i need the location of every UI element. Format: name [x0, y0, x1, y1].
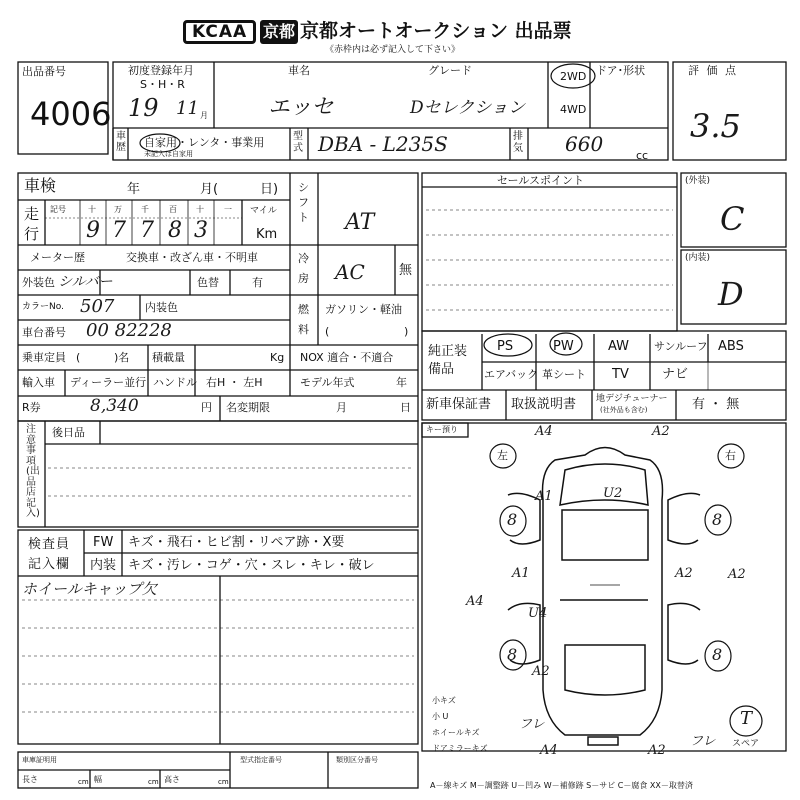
expiry-day: 日 [400, 401, 411, 414]
damage-mark: 8 [712, 510, 723, 529]
drive-4wd: 4WD [560, 103, 587, 116]
damage-mark: A1 [535, 489, 553, 504]
color-change-label: 色替 [197, 276, 219, 289]
width-cm: cm [148, 778, 159, 786]
left-side-label: 左 [497, 449, 508, 462]
length-cm: cm [78, 778, 89, 786]
inspector-label: 検査員記入欄 [28, 537, 71, 572]
lot-label: 出品番号 [22, 65, 66, 78]
inspector-note: ホイールキャップ欠 [22, 580, 157, 598]
fw-label: FW [93, 535, 114, 550]
fw-options: キズ・飛石・ヒビ割・リペア跡・X要 [128, 535, 345, 550]
back-item-label: 後日品 [52, 426, 85, 439]
interior-grade-value: D [718, 275, 744, 313]
fuel-label: 燃料 [298, 303, 309, 336]
damage-mark: A4 [540, 743, 558, 758]
capacity-label: 乗車定員 [22, 351, 66, 364]
mile-label: マイル [250, 206, 277, 216]
chassis-value: 00 82228 [86, 320, 172, 341]
car-name-label: 車名 [288, 64, 310, 77]
damage-mark: U2 [603, 486, 623, 501]
drive-2wd: 2WD [560, 70, 587, 83]
capacity-unit: )名 [114, 351, 130, 364]
mileage-digit: 3 [194, 218, 208, 243]
expiry-month: 月 [336, 401, 347, 414]
expiry-label: 名変期限 [226, 401, 270, 414]
damage-mark: A4 [466, 594, 484, 609]
kigo-label: 記号 [50, 205, 66, 214]
length-label: 長さ [22, 775, 38, 784]
history-label: 車歴 [116, 131, 126, 153]
legend-mirror-scratch: ドアミラーキズ [432, 744, 488, 753]
color-change-value: 有 [252, 276, 263, 289]
shaken-label: 車検 [24, 176, 57, 195]
damage-mark: A2 [675, 566, 693, 581]
legend-small-u: 小 U [432, 712, 449, 721]
digit-label-4: 十 [196, 205, 204, 214]
capacity-paren: ( [76, 351, 81, 364]
handle-label: ハンドル [153, 376, 197, 389]
shift-value: AT [345, 210, 375, 235]
digit-label-1: 万 [114, 205, 122, 214]
garage-cert-label: 車庫証明用 [22, 756, 57, 764]
displacement-value: 660 [565, 132, 604, 156]
mileage-digit: 9 [86, 218, 100, 243]
height-label: 高さ [164, 775, 180, 784]
damage-mark: 8 [712, 645, 723, 664]
legend-small-scratch: 小キズ [432, 696, 456, 705]
damage-mark: 8 [507, 645, 518, 664]
color-no-label: カラーNo. [22, 302, 64, 312]
recycle-label: R券 [22, 401, 41, 414]
mileage-digit: 7 [140, 218, 154, 243]
load-label: 積載量 [152, 351, 185, 364]
score-label: 評 価 点 [688, 64, 738, 77]
first-registration-label: 初度登録年月 [128, 64, 194, 77]
car-name-value: エッセ [268, 95, 334, 120]
right-side-label: 右 [725, 449, 736, 462]
equip-pw: PW [553, 339, 574, 354]
cc-unit: cc [636, 149, 649, 162]
digital-tuner-label: 地デジチューナー [596, 394, 668, 404]
model-year-unit: 年 [396, 376, 407, 389]
damage-mark: A2 [652, 424, 670, 439]
aircon-label: 冷房 [298, 252, 309, 285]
damage-mark: フレ [690, 734, 716, 749]
equip-abs: ABS [718, 339, 744, 354]
era-label: S・H・R [140, 78, 185, 91]
digit-label-3: 百 [169, 205, 177, 214]
door-shape-label: ドア･形状 [596, 64, 646, 77]
interior-insp-label: 内装 [90, 558, 117, 573]
page-subtitle: 《赤枠内は必ず記入して下さい》 [325, 45, 461, 55]
digital-tuner-note: (社外品も含む) [600, 406, 648, 414]
exterior-color-value: シルバー [58, 274, 113, 290]
digital-tuner-yes-no: 有 ・ 無 [692, 397, 740, 412]
warranty-label: 新車保証書 [426, 397, 492, 412]
handle-side: 右H ・ 左H [206, 376, 263, 389]
damage-mark: A2 [532, 664, 550, 679]
kg-unit: Kg [270, 351, 285, 364]
score-value: 3.5 [690, 107, 741, 145]
spare-mark: T [740, 708, 753, 729]
meter-options: 交換車・改ざん車・不明車 [126, 251, 258, 264]
registration-month: 11 [176, 98, 199, 119]
yen-unit: 円 [201, 401, 212, 414]
km-label: Km [256, 227, 278, 242]
shaken-month: 月( [200, 182, 219, 197]
kyoto-logo: 京都 [260, 20, 298, 44]
lot-number: 4006 [30, 95, 112, 133]
model-year-label: モデル年式 [300, 376, 355, 389]
month-unit: 月 [200, 111, 208, 120]
meter-label: メーター歴 [30, 251, 85, 264]
damage-mark: フレ [519, 717, 545, 732]
model-label: 型式 [293, 131, 303, 154]
interior-grade-label: (内装) [685, 253, 711, 263]
damage-mark: A2 [728, 567, 746, 582]
mileage-digit: 8 [168, 218, 182, 243]
color-no-value: 507 [80, 296, 115, 317]
recycle-value: 8,340 [90, 396, 139, 416]
damage-mark: A2 [648, 743, 666, 758]
model-value: DBA - L235S [318, 132, 448, 156]
damage-legend: A－線キズ M－調整跡 U－凹み W－補修跡 S－サビ C－腐食 XX－取替済 [430, 781, 693, 790]
fuel-paren-close: ) [404, 325, 409, 338]
equip-leather: 革シート [542, 368, 586, 381]
chassis-label: 車台番号 [22, 326, 66, 339]
equip-ps: PS [497, 339, 514, 354]
manual-label: 取扱説明書 [511, 397, 577, 412]
damage-mark: A4 [535, 424, 553, 439]
aircon-none: 無 [399, 263, 413, 278]
exterior-color-label: 外装色 [22, 276, 55, 289]
key-label: キー預り [426, 425, 458, 434]
equip-tv: TV [612, 367, 629, 382]
notes-label: 注意事項(出品店記入) [26, 424, 40, 519]
type-no-label: 型式指定番号 [240, 756, 282, 764]
equip-airbag: エアバック [484, 368, 539, 381]
mileage-digit: 7 [112, 218, 126, 243]
damage-mark: 8 [507, 510, 518, 529]
aircon-value: AC [335, 260, 365, 284]
grade-value: Dセレクション [410, 98, 525, 118]
shaken-day: 日) [260, 182, 279, 197]
equip-aw: AW [608, 339, 630, 354]
sales-point-label: セールスポイント [497, 174, 585, 187]
registration-year: 19 [128, 94, 159, 122]
interior-insp-options: キズ・汚レ・コゲ・穴・スレ・キレ・破レ [128, 558, 375, 573]
mileage-label: 走行 [24, 205, 40, 243]
digit-label-5: 一 [224, 205, 232, 214]
fuel-options: ガソリン・軽油 [325, 303, 402, 316]
grade-label: グレード [428, 64, 472, 77]
digit-label-2: 千 [141, 205, 149, 214]
displacement-label: 排気 [513, 131, 523, 154]
history-options: 自家用・レンタ・事業用 [144, 136, 265, 149]
page-title: 京都オートオークション 出品票 [300, 20, 572, 42]
spare-label: スペア [732, 739, 760, 749]
height-cm: cm [218, 778, 229, 786]
import-label: 輸入車 [22, 376, 55, 389]
equip-navi: ナビ [662, 367, 689, 382]
shift-label: シフト [298, 181, 309, 224]
legend-wheel-scratch: ホイールキズ [432, 728, 480, 737]
dealer-label: ディーラー並行 [70, 376, 147, 389]
equipment-label: 純正装備品 [428, 344, 468, 377]
damage-mark: U4 [528, 606, 548, 621]
interior-color-label: 内装色 [145, 301, 178, 314]
nox-label: NOX 適合・不適合 [300, 351, 394, 364]
digit-label-0: 十 [88, 205, 96, 214]
class-no-label: 類別区分番号 [336, 756, 378, 764]
shaken-year: 年 [127, 182, 141, 197]
equip-sunroof: サンルーフ [654, 340, 708, 353]
kcaa-logo: KCAA [183, 20, 256, 44]
fuel-paren-open: ( [325, 325, 330, 338]
damage-mark: A1 [512, 566, 530, 581]
exterior-grade-label: (外装) [685, 176, 711, 186]
history-note: 未記入は自家用 [144, 150, 193, 158]
width-label: 幅 [94, 775, 102, 784]
exterior-grade-value: C [720, 200, 745, 238]
